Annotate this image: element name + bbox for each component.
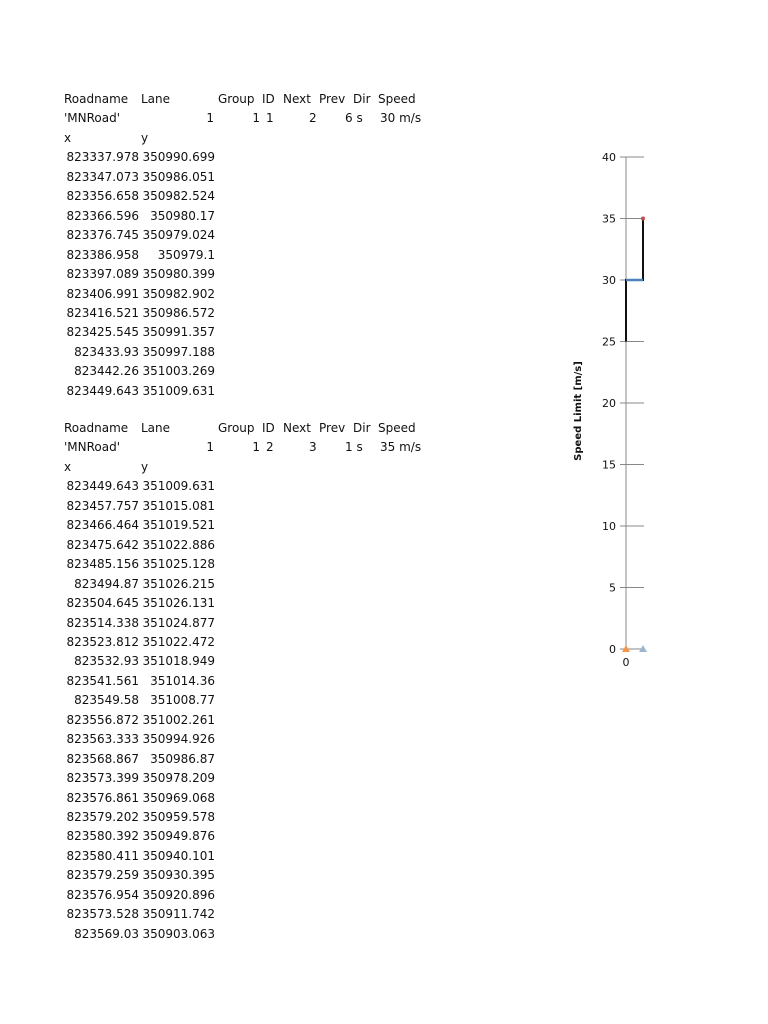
point-x: 823576.954 — [66, 887, 139, 902]
point-x: 823523.812 — [66, 634, 139, 649]
value-next: 2 — [309, 111, 317, 126]
y-tick-label: 40 — [602, 151, 616, 164]
point-y: 350986.051 — [142, 169, 215, 184]
point-y: 351015.081 — [142, 498, 215, 513]
point-x: 823366.596 — [66, 208, 139, 223]
y-tick-label: 30 — [602, 274, 616, 287]
y-tick-label: 35 — [602, 212, 616, 226]
header-roadname: Roadname — [64, 421, 129, 435]
point-x: 823475.642 — [66, 537, 139, 552]
y-axis-title: Speed Limit [m/s] — [573, 361, 584, 461]
value-group: 1 — [252, 111, 260, 126]
point-y: 350994.926 — [142, 732, 215, 747]
header-dir: Dir — [353, 92, 371, 106]
point-x: 823580.392 — [66, 829, 139, 844]
y-tick-label: 10 — [602, 520, 616, 533]
value-roadname: 'MNRoad' — [64, 440, 121, 455]
point-x: 823576.861 — [66, 790, 139, 805]
point-x: 823579.259 — [66, 868, 139, 883]
point-y: 351014.36 — [150, 673, 215, 688]
point-y: 350990.699 — [142, 150, 215, 165]
header-dir: Dir — [353, 421, 371, 435]
header-prev: Prev — [319, 421, 346, 435]
point-x: 823569.03 — [74, 926, 139, 941]
point-y: 351022.472 — [142, 634, 215, 649]
point-y: 350940.101 — [142, 848, 215, 863]
point-y: 350982.902 — [142, 286, 215, 301]
point-x: 823573.528 — [66, 907, 139, 922]
header-roadname: Roadname — [64, 92, 129, 106]
point-x: 823541.561 — [66, 673, 139, 688]
point-y: 351024.877 — [142, 615, 215, 630]
point-x: 823425.545 — [66, 325, 139, 340]
header-lane: Lane — [141, 421, 171, 435]
point-x: 823457.757 — [66, 498, 139, 513]
point-x: 823449.643 — [66, 383, 139, 398]
point-y: 351019.521 — [142, 518, 215, 533]
point-y: 350991.357 — [142, 325, 215, 340]
header-lane: Lane — [141, 92, 171, 106]
point-x: 823449.643 — [66, 479, 139, 494]
value-group: 1 — [252, 440, 260, 455]
point-y: 350920.896 — [142, 887, 215, 902]
point-y: 350930.395 — [142, 868, 215, 883]
value-roadname: 'MNRoad' — [64, 111, 121, 126]
point-y: 350903.063 — [142, 926, 215, 941]
value-next: 3 — [309, 440, 317, 455]
coord-label-y: y — [141, 130, 149, 145]
coord-label-y: y — [141, 459, 149, 474]
point-x: 823514.338 — [66, 615, 139, 630]
point-y: 351025.128 — [142, 557, 215, 572]
point-x: 823442.26 — [74, 364, 139, 379]
point-y: 350997.188 — [142, 344, 215, 359]
header-next: Next — [283, 92, 311, 106]
point-x: 823494.87 — [74, 576, 139, 591]
point-y: 350978.209 — [142, 771, 215, 786]
point-x: 823549.58 — [74, 693, 139, 708]
point-y: 351026.131 — [142, 596, 215, 611]
value-lane: 1 — [206, 440, 214, 455]
x-tick-label: 0 — [622, 656, 630, 669]
coord-label-x: x — [64, 459, 72, 474]
point-x: 823504.645 — [66, 596, 139, 611]
point-x: 823397.089 — [66, 267, 139, 282]
point-x: 823433.93 — [74, 344, 139, 359]
point-x: 823573.399 — [66, 771, 139, 786]
point-x: 823485.156 — [66, 557, 139, 572]
y-tick-label: 5 — [609, 581, 616, 595]
header-id: ID — [262, 421, 275, 435]
point-y: 351003.269 — [142, 364, 215, 379]
point-x: 823337.978 — [66, 150, 139, 165]
point-y: 350982.524 — [142, 189, 215, 204]
value-id: 1 — [266, 111, 274, 126]
header-speed: Speed — [378, 421, 416, 435]
point-y: 351009.631 — [142, 479, 215, 494]
point-y: 351022.886 — [142, 537, 215, 552]
point-x: 823356.658 — [66, 189, 139, 204]
header-prev: Prev — [319, 92, 346, 106]
point-x: 823563.333 — [66, 732, 139, 747]
point-y: 350959.578 — [142, 810, 215, 824]
header-next: Next — [283, 421, 311, 435]
header-group: Group — [218, 92, 255, 106]
point-x: 823416.521 — [66, 305, 139, 320]
point-x: 823466.464 — [66, 518, 139, 533]
point-x: 823347.073 — [66, 169, 139, 184]
point-y: 351002.261 — [142, 712, 215, 727]
point-x: 823386.958 — [66, 247, 139, 262]
y-tick-label: 0 — [609, 643, 616, 656]
point-x: 823568.867 — [66, 751, 139, 766]
point-y: 350980.17 — [150, 208, 215, 223]
point-y: 351008.77 — [150, 693, 215, 708]
value-lane: 1 — [206, 111, 214, 126]
point-x: 823580.411 — [66, 848, 139, 863]
point-y: 351018.949 — [142, 654, 215, 669]
y-tick-label: 15 — [602, 458, 616, 472]
point-y: 350980.399 — [142, 267, 215, 282]
y-tick-label: 20 — [602, 397, 616, 410]
coord-label-x: x — [64, 130, 72, 145]
value-speed: 30 m/s — [380, 111, 422, 126]
point-y: 350979.024 — [142, 228, 215, 243]
value-prev: 1 s — [345, 440, 363, 455]
header-id: ID — [262, 92, 275, 106]
point-y: 350986.572 — [142, 305, 215, 320]
point-x: 823556.872 — [66, 712, 139, 727]
point-x: 823532.93 — [74, 654, 139, 669]
point-y: 351009.631 — [142, 383, 215, 398]
header-group: Group — [218, 421, 255, 435]
point-x: 823376.745 — [66, 228, 139, 243]
y-tick-label: 25 — [602, 335, 616, 349]
point-x: 823579.202 — [66, 810, 139, 824]
header-speed: Speed — [378, 92, 416, 106]
point-y: 351026.215 — [142, 576, 215, 591]
point-y: 350979.1 — [157, 247, 215, 262]
point-y: 350986.87 — [150, 751, 215, 766]
point-y: 350949.876 — [142, 829, 215, 844]
point-x: 823406.991 — [66, 286, 139, 301]
value-prev: 6 s — [345, 111, 363, 126]
point-y: 350969.068 — [142, 790, 215, 805]
point-y: 350911.742 — [142, 907, 215, 922]
value-id: 2 — [266, 440, 274, 455]
value-speed: 35 m/s — [380, 440, 422, 455]
